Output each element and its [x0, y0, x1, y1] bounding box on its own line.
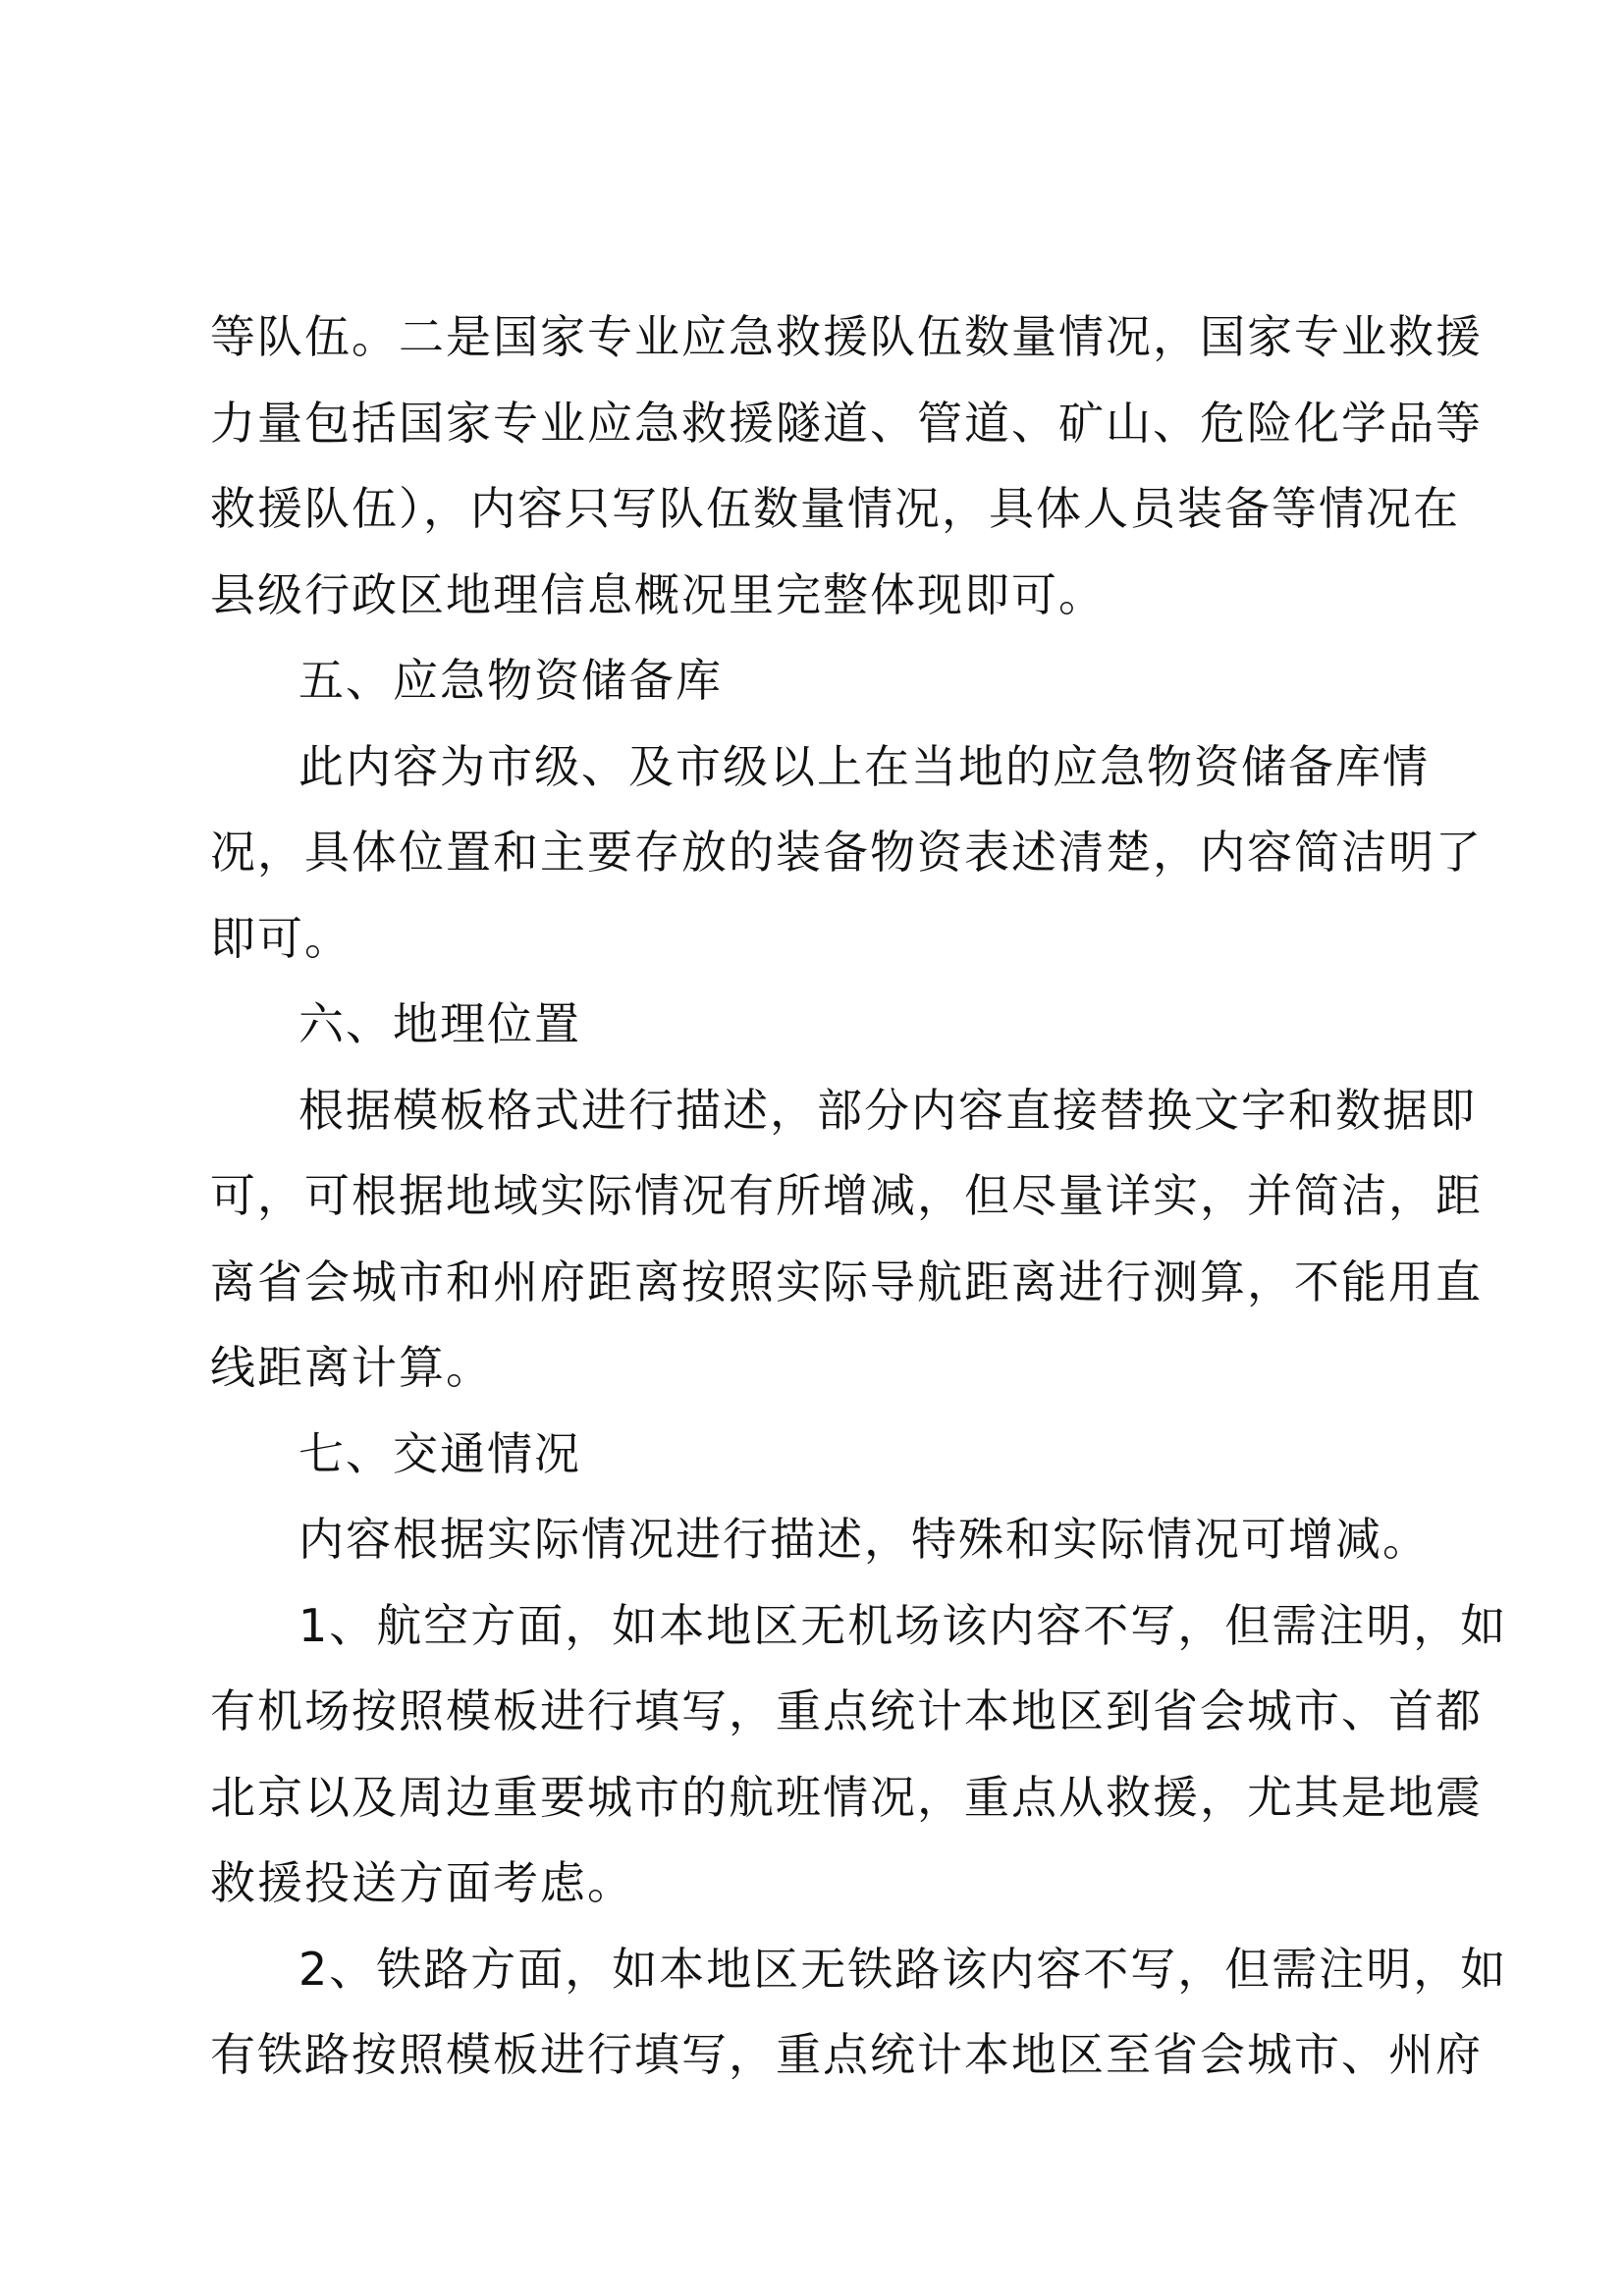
text-line-20: 2、铁路方面，如本地区无铁路该内容不写，但需注明，如: [298, 1942, 1508, 1996]
text-line-13: 线距离计算。: [210, 1341, 493, 1394]
text-line-4: 县级行政区地理信息概况里完整体现即可。: [210, 567, 1106, 621]
text-line-21: 有铁路按照模板进行填写，重点统计本地区至省会城市、州府: [210, 2028, 1483, 2081]
text-line-12: 离省会城市和州府距离按照实际导航距离进行测算，不能用直: [210, 1255, 1483, 1308]
section-heading-7: 七、交通情况: [298, 1426, 581, 1480]
body-text: [210, 294, 1508, 2099]
text-line-16: 1、航空方面，如本地区无机场该内容不写，但需注明，如: [298, 1598, 1508, 1652]
text-line-19: 救援投送方面考虑。: [210, 1856, 634, 1909]
section-heading-6: 六、地理位置: [298, 997, 581, 1050]
text-line-2: 力量包括国家专业应急救援隧道、管道、矿山、危险化学品等: [210, 396, 1483, 450]
text-line-11: 可，可根据地域实际情况有所增减，但尽量详实，并简洁，距: [210, 1169, 1483, 1222]
text-line-15: 内容根据实际情况进行描述，特殊和实际情况可增减。: [298, 1513, 1430, 1566]
text-line-17: 有机场按照模板进行填写，重点统计本地区到省会城市、首都: [210, 1684, 1483, 1737]
text-line-7: 况，具体位置和主要存放的装备物资表述清楚，内容简洁明了: [210, 826, 1483, 879]
text-line-10: 根据模板格式进行描述，部分内容直接替换文字和数据即: [298, 1083, 1477, 1137]
text-line-18: 北京以及周边重要城市的航班情况，重点从救援，尤其是地震: [210, 1770, 1483, 1824]
text-line-3: 救援队伍），内容只写队伍数量情况，具体人员装备等情况在: [210, 482, 1460, 535]
text-line-6: 此内容为市级、及市级以上在当地的应急物资储备库情: [298, 739, 1430, 793]
section-heading-5: 五、应急物资储备库: [298, 654, 723, 707]
text-line-1: 等队伍。二是国家专业应急救援队伍数量情况，国家专业救援: [210, 310, 1483, 363]
text-line-8: 即可。: [210, 911, 352, 965]
